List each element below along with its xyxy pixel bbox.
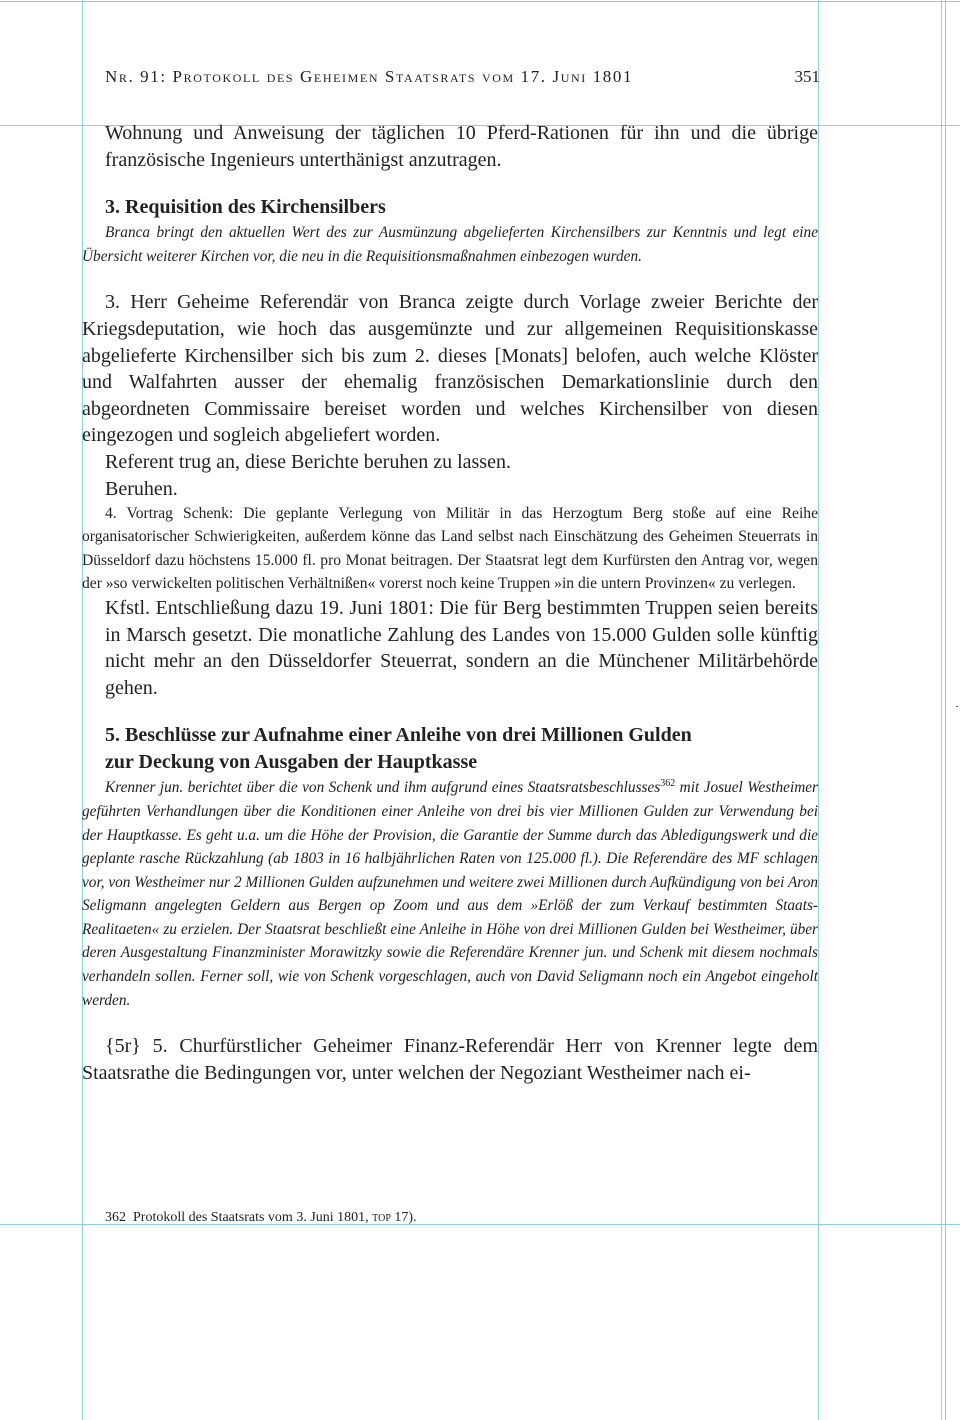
running-head [105,67,820,91]
footnote-number: 362 [105,1210,126,1225]
edge-tick [956,706,958,707]
section-3-decision: Beruhen. [105,477,178,500]
section-5-abstract-start: Krenner jun. berichtet über die von Schenk und ihm aufgrund eines Staatsratsbeschlusses [105,779,661,797]
footnote-top: top [372,1210,391,1225]
section-3-heading: 3. Requisition des Kirchensilbers [105,196,386,219]
guide-page-bleed [941,0,942,1420]
footnote [105,1210,417,1226]
paragraph-carryover: Wohnung und Anweisung der täglichen 10 Pferd-Rationen für ihn und die übrige französische Ingenieurs unterthänigst anzutragen. [105,122,818,171]
running-head-title: Nr. 91: Protokoll des Geheimen Staatsrats vom 17. Juni 1801 [105,67,634,86]
section-4-summary: 4. Vortrag Schenk: Die geplante Verlegung von Militär in das Herzogtum Berg stoße auf eine Reihe organisatorischer Schwierigkeiten, außerdem könne das Land selbst nach Einschätzung des Geheimen Steuerrats in Düsseldorf dazu höchstens 15.000 fl. pro Monat beitragen. Der Staatsrat legt dem Kurfürsten den Antrag vor, wegen der »so verwickelten politischen Verhältnißen« vorerst noch keine Truppen »in die untern Provinzen« zu verlegen. [82,505,818,592]
section-5-abstract [82,776,818,1012]
guide-right-margin [818,0,819,1420]
section-4-resolution: Kfstl. Entschließung dazu 19. Juni 1801: Die für Berg bestimmten Truppen seien bereits in Marsch gesetzt. Die monatliche Zahlung des Landes von 15.000 Gulden solle künftig nicht mehr an den Düsseldorfer Steuerrat, sondern an die Münchener Militärbehörde gehen. [105,596,818,699]
section-5-text: {5r} 5. Churfürstlicher Geheimer Finanz-Referendär Herr von Krenner legte dem Staatsrathe die Bedingungen vor, unter welchen der Negoziant Westheimer nach ei- [82,1035,818,1084]
footnote-ref[interactable]: 362 [660,778,676,790]
guide-page-edge [945,0,946,1420]
page-number: 351 [794,67,820,86]
footnote-text: Protokoll des Staatsrats vom 3. Juni 1801, [133,1210,373,1225]
section-5-abstract-rest: mit Josuel Westheimer geführten Verhandlungen über die Konditionen einer Anleihe von drei bis vier Millionen Gulden zur Verwendung bei der Hauptkasse. Es geht u.a. um die Höhe der Provision, die Garantie der Summe durch das Abledigungswerk und die geplante rasche Rückzahlung (ab 1803 in 16 halbjährlichen Raten von 125.000 fl.). Die Referendäre des MF schlagen vor, von Westheimer nur 2 Millionen Gulden aufzunehmen und weitere zwei Millionen durch Aufkündigung von bei Aron Seligmann angelegten Geldern aus Bergen op Zoom und aus dem »Erlöß der zum Verkauf bestimmten Staats-Realitaeten« zu erzielen. Der Staatsrat beschließt eine Anleihe in Höhe von drei Millionen Gulden bei Westheimer, über deren Ausgestaltung Finanzminister Morawitzky sowie die Referendäre Krenner jun. und Schenk mit diesem nochmals verhandeln sollen. Ferner soll, wie von Schenk vorgeschlagen, auch von David Seligmann noch ein Angebot eingeholt werden. [82,779,818,1009]
guide-page-top [0,1,960,2]
section-5-heading [82,722,818,776]
text-block [82,120,818,1086]
section-3-motion: Referent trug an, diese Berichte beruhen zu lassen. [105,450,511,473]
section-5-heading-line2: zur Deckung von Ausgaben der Hauptkasse [105,751,478,774]
section-5-heading-line1: 5. Beschlüsse zur Aufnahme einer Anleihe von drei Millionen Gulden [105,724,692,747]
footnote-text-end: 17). [390,1210,417,1225]
section-3-text: 3. Herr Geheime Referendär von Branca zeigte durch Vorlage zweier Berichte der Kriegsdeputation, wie hoch das ausgemünzte und zur allgemeinen Requisitionskasse abgelieferte Kirchensilber sich bis zum 2. dieses [Monats] belofen, auch welche Klöster und Walfahrten ausser der ehemalig französischen Demarkationslinie durch den abgeordneten Commissaire bereiset worden und welches Kirchensilber von diesen eingezogen und sogleich abgeliefert worden. [82,291,818,447]
section-3-abstract: Branca bringt den aktuellen Wert des zur Ausmünzung abgelieferten Kirchensilbers zur Kenntnis und legt eine Übersicht weiterer Kirchen vor, die neu in die Requisitionsmaßnahmen einbezogen wurden. [82,224,818,265]
